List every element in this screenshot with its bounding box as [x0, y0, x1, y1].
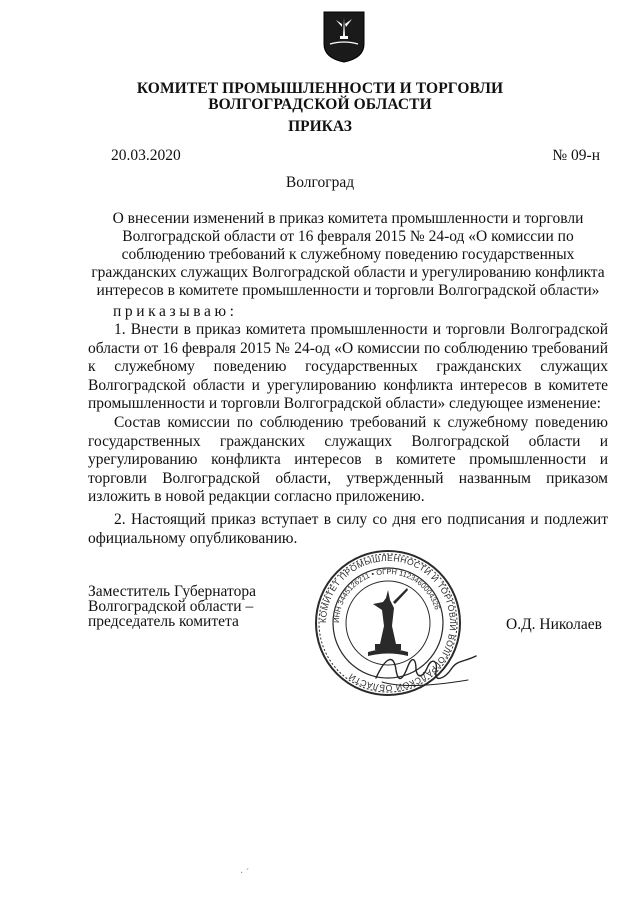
signer-position: [88, 584, 256, 629]
organization-name-line1: КОМИТЕТ ПРОМЫШЛЕННОСТИ И ТОРГОВЛИ: [136, 80, 504, 97]
body-paragraph-2: Состав комиссии по соблюдению требований к служебному поведению государственных гражданских служащих Волгоградской области и урегулированию конфликта интересов в комитете промышленности и торговли Волгоградской области, утвержденный названным приказом изложить в новой редакции согласно приложению.: [88, 414, 608, 506]
signer-position-line3: председатель комитета: [88, 613, 239, 630]
signer-position-line1: Заместитель Губернатора: [88, 583, 256, 600]
document-type: ПРИКАЗ: [288, 118, 352, 135]
scan-speck: · ˊ: [240, 868, 250, 879]
body-paragraph-3: 2. Настоящий приказ вступает в силу со дня его подписания и подлежит официальному опубликованию.: [88, 511, 608, 547]
document-date: 20.03.2020: [111, 147, 181, 164]
body-paragraph-1: 1. Внести в приказ комитета промышленности и торговли Волгоградской области от 16 февраля 2015 № 24-од «О комиссии по соблюдению требований к служебному поведению государственных гражданских служащих Волгоградской области и урегулированию конфликта интересов в комитете промышленности и торговли Волгоградской области» следующее изменение:: [88, 321, 608, 413]
seal-inner-text: ИНН 3445126211 • ОГРН 1123460004326: [331, 566, 442, 624]
volgograd-coat-of-arms-icon: [322, 10, 366, 64]
signer-position-line2: Волгоградской области –: [88, 598, 254, 615]
seal-outer-text: КОМИТЕТ ПРОМЫШЛЕННОСТИ И ТОРГОВЛИ ВОЛГОГРАДСКОЙ ОБЛАСТИ: [317, 552, 459, 694]
signer-name: О.Д. Николаев: [506, 616, 602, 633]
handwritten-signature: [372, 636, 482, 696]
document-number: № 09-н: [552, 147, 600, 164]
decree-word: приказываю:: [113, 303, 238, 320]
organization-name-line2: ВОЛГОГРАДСКОЙ ОБЛАСТИ: [208, 96, 432, 113]
document-subject: О внесении изменений в приказ комитета промышленности и торговли Волгоградской области от 16 февраля 2015 № 24-од «О комиссии по соблюдению требований к служебному поведению государственных гражданских служащих Волгоградской области и урегулированию конфликта интересов в комитете промышленности и торговли Волгоградской области»: [91, 210, 605, 299]
document-city: Волгоград: [285, 174, 355, 191]
